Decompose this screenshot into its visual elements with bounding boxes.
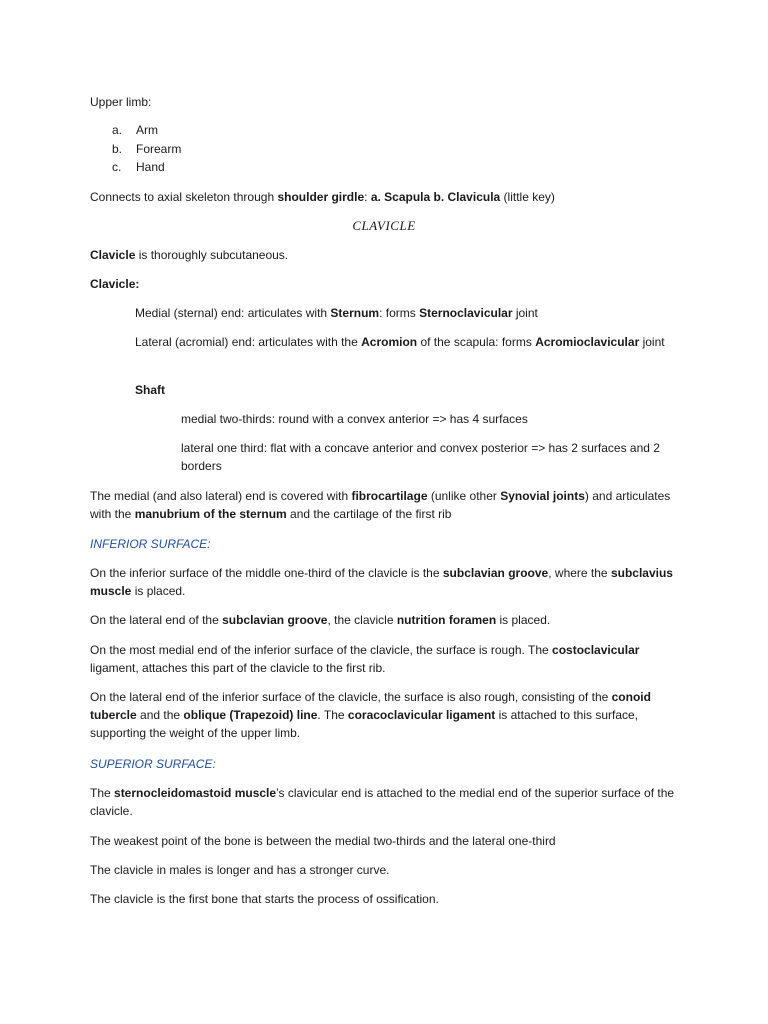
bold-term: Synovial joints	[500, 489, 585, 503]
text-span: Medial (sternal) end: articulates with	[135, 306, 331, 320]
list-marker: c.	[112, 160, 122, 175]
text-span: ligament, attaches this part of the clavicle to the first rib.	[90, 661, 386, 675]
clavicle-label: Clavicle:	[90, 277, 140, 291]
conoid-tubercle-paragraph	[90, 688, 690, 742]
upper-limb-heading: Upper limb:	[90, 95, 152, 109]
text-span: ’s clavicular end is attached to the medial end of the superior surface of the clavicle.	[90, 786, 675, 818]
superior-surface-heading: SUPERIOR SURFACE:	[90, 757, 216, 771]
bold-term: sternocleidomastoid muscle	[114, 786, 277, 800]
text-span: and the cartilage of the first rib	[286, 507, 452, 521]
medial-two-thirds-paragraph: medial two-thirds: round with a convex anterior => has 4 surfaces	[181, 412, 528, 426]
text-span: On the inferior surface of the middle one-third of the clavicle is the	[90, 566, 443, 580]
bold-term: conoid tubercle	[90, 690, 651, 722]
list-item	[90, 121, 181, 140]
bold-term: subclavian groove	[222, 613, 328, 627]
text-span: , the clavicle	[327, 613, 397, 627]
text-span: is placed.	[131, 584, 186, 598]
text-span: Lateral (acromial) end: articulates with the	[135, 335, 362, 349]
list-marker: a.	[112, 123, 123, 137]
lateral-end-paragraph	[135, 333, 680, 351]
inferior-surface-heading: INFERIOR SURFACE:	[90, 537, 211, 551]
text-span: On the lateral end of the inferior surface of the clavicle, the surface is also rough, consisting of the	[90, 690, 612, 704]
subcutaneous-paragraph	[90, 246, 690, 264]
costoclavicular-paragraph	[90, 641, 690, 677]
bold-term: shoulder girdle	[277, 190, 365, 204]
text-span: joint	[639, 335, 665, 349]
list-marker: b.	[112, 141, 123, 156]
text-span: :	[364, 190, 371, 204]
list-item-label: Arm	[136, 123, 158, 137]
nutrition-foramen-paragraph	[90, 611, 690, 629]
shaft-label: Shaft	[135, 383, 165, 397]
bold-term: oblique (Trapezoid) line	[183, 708, 318, 722]
text-span: and the	[136, 708, 184, 722]
bold-term: manubrium of the sternum	[134, 507, 287, 521]
ossification-paragraph: The clavicle is the first bone that starts the process of ossification.	[90, 892, 439, 906]
text-span: : forms	[379, 306, 420, 320]
text-span: of the scapula: forms	[417, 335, 536, 349]
text-span: , where the	[548, 566, 611, 580]
sternocleidomastoid-paragraph	[90, 784, 690, 820]
text-span: is placed.	[496, 613, 551, 627]
connects-paragraph	[90, 188, 690, 206]
list-item	[90, 140, 181, 159]
text-span: is thoroughly subcutaneous.	[135, 248, 289, 262]
medial-end-paragraph	[135, 304, 680, 322]
bold-term: Clavicle	[90, 248, 136, 262]
section-title: CLAVICLE	[352, 218, 416, 233]
males-paragraph: The clavicle in males is longer and has a stronger curve.	[90, 863, 390, 877]
bold-term: costoclavicular	[552, 643, 640, 657]
bold-term: subclavian groove	[442, 566, 549, 580]
bold-term: coracoclavicular ligament	[347, 708, 496, 722]
bold-term: Acromion	[361, 335, 418, 349]
bold-term: a. Scapula b. Clavicula	[370, 190, 501, 204]
text-span: (unlike other	[427, 489, 501, 503]
list-item-label: Hand	[136, 160, 165, 175]
text-span: (little key)	[500, 190, 555, 204]
bold-term: subclavius muscle	[90, 566, 673, 598]
bold-term: Sternum	[330, 306, 380, 320]
text-span: On the most medial end of the inferior surface of the clavicle, the surface is rough. The	[90, 643, 553, 657]
text-span: is attached to this surface, supporting the weight of the upper limb.	[90, 708, 639, 740]
fibrocartilage-paragraph	[90, 487, 690, 523]
text-span: The medial (and also lateral) end is covered with	[90, 489, 352, 503]
lateral-one-third-paragraph: lateral one third: flat with a concave anterior and convex posterior => has 2 surfaces and 2 borders	[181, 441, 660, 473]
text-span: ) and articulates with the	[90, 489, 671, 521]
list-item-label: Forearm	[136, 141, 182, 156]
bold-term: Sternoclavicular	[419, 306, 513, 320]
limb-list	[90, 121, 181, 177]
bold-term: nutrition foramen	[396, 613, 497, 627]
weakest-point-paragraph: The weakest point of the bone is between the medial two-thirds and the lateral one-third	[90, 834, 556, 848]
list-item	[90, 158, 181, 177]
text-span: The	[90, 786, 115, 800]
text-span: joint	[512, 306, 538, 320]
text-span: Connects to axial skeleton through	[90, 190, 278, 204]
text-span: On the lateral end of the	[90, 613, 223, 627]
bold-term: fibrocartilage	[351, 489, 428, 503]
text-span: . The	[317, 708, 348, 722]
subclavian-groove-paragraph	[90, 564, 690, 600]
bold-term: Acromioclavicular	[535, 335, 640, 349]
